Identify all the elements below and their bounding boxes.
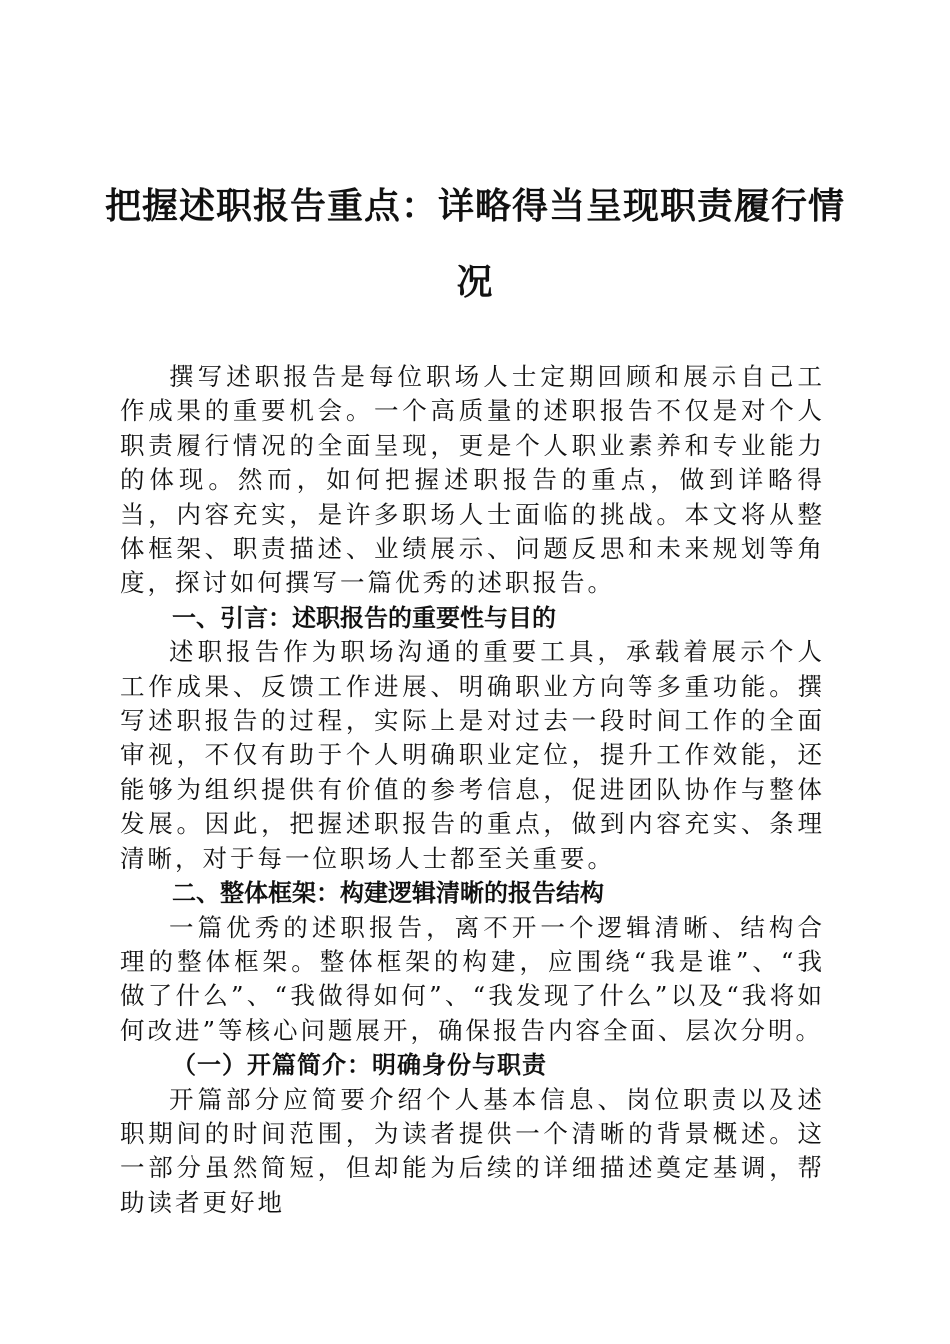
intro-paragraph: 撰写述职报告是每位职场人士定期回顾和展示自己工作成果的重要机会。一个高质量的述职报告不仅是对个人职责履行情况的全面呈现，更是个人职业素养和专业能力的体现。然而，如何把握述职报告的重点，做到详略得当，内容充实，是许多职场人士面临的挑战。本文将从整体框架、职责描述、业绩展示、问题反思和未来规划等角度，探讨如何撰写一篇优秀的述职报告。 (120, 362, 825, 598)
subsection-1-heading: （一）开篇简介：明确身份与职责 (172, 1050, 547, 1080)
document-body (120, 360, 825, 1220)
section-2-paragraph: 一篇优秀的述职报告，离不开一个逻辑清晰、结构合理的整体框架。整体框架的构建，应围绕“我是谁”、“我做了什么”、“我做得如何”、“我发现了什么”以及“我将如何改进”等核心问题展开，确保报告内容全面、层次分明。 (120, 912, 825, 1045)
document-title: 把握述职报告重点：详略得当呈现职责履行情况 (104, 185, 845, 303)
subsection-1-paragraph: 开篇部分应简要介绍个人基本信息、岗位职责以及述职期间的时间范围，为读者提供一个清晰的背景概述。这一部分虽然简短，但却能为后续的详细描述奠定基调，帮助读者更好地 (120, 1084, 825, 1217)
section-1-heading: 一、引言：述职报告的重要性与目的 (172, 603, 556, 632)
section-1-paragraph: 述职报告作为职场沟通的重要工具，承载着展示个人工作成果、反馈工作进展、明确职业方向等多重功能。撰写述职报告的过程，实际上是对过去一段时间工作的全面审视，不仅有助于个人明确职业定位，提升工作效能，还能够为组织提供有价值的参考信息，促进团队协作与整体发展。因此，把握述职报告的重点，做到内容充实、条理清晰，对于每一位职场人士都至关重要。 (120, 637, 825, 873)
section-2-heading: 二、整体框架：构建逻辑清晰的报告结构 (172, 879, 604, 908)
